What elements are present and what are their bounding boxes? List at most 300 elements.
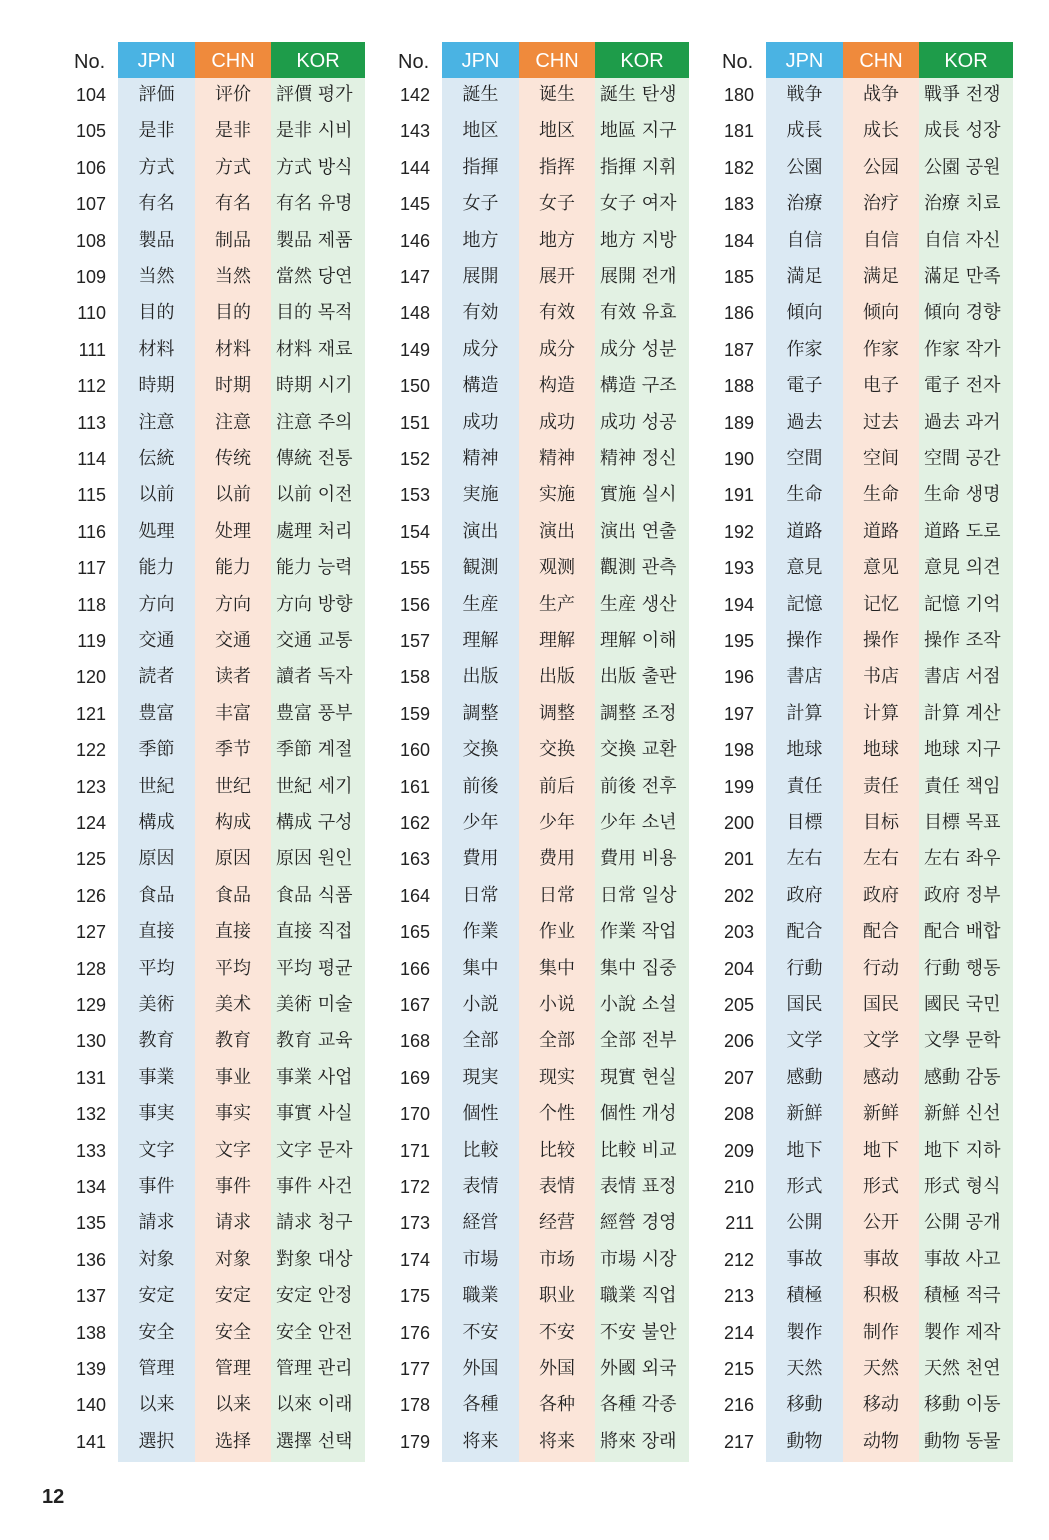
jpn-word: 動物 bbox=[786, 1430, 823, 1452]
kor-word: 事故 사고 bbox=[924, 1248, 1001, 1270]
kor-word: 方向 방향 bbox=[276, 593, 353, 615]
row-number: 121 bbox=[75, 703, 106, 724]
jpn-word: 指揮 bbox=[462, 156, 499, 178]
row-number: 154 bbox=[399, 521, 430, 542]
jpn-word: 地下 bbox=[786, 1139, 823, 1161]
jpn-word: 目標 bbox=[786, 812, 823, 833]
table-row bbox=[62, 223, 372, 259]
kor-word: 小說 소설 bbox=[600, 994, 677, 1015]
chn-word: 食品 bbox=[215, 884, 251, 906]
jpn-word: 比較 bbox=[462, 1139, 499, 1161]
chn-word: 意见 bbox=[863, 557, 899, 579]
table-row bbox=[710, 550, 1020, 586]
table-row bbox=[62, 550, 372, 586]
chn-word: 动物 bbox=[863, 1430, 899, 1452]
table-row bbox=[386, 1060, 696, 1096]
chn-word: 世纪 bbox=[215, 775, 251, 797]
table-row bbox=[710, 841, 1020, 877]
table-row bbox=[386, 113, 696, 149]
row-number: 127 bbox=[75, 922, 106, 943]
row-number: 124 bbox=[75, 813, 106, 833]
row-number: 167 bbox=[399, 995, 430, 1015]
chn-word: 作家 bbox=[863, 338, 899, 360]
table-row bbox=[386, 659, 696, 695]
jpn-word: 評価 bbox=[138, 84, 175, 105]
table-row bbox=[386, 914, 696, 950]
kor-word: 精神 정신 bbox=[600, 448, 677, 469]
jpn-word: 製作 bbox=[786, 1321, 823, 1343]
row-number: 104 bbox=[75, 85, 106, 105]
jpn-word: 当然 bbox=[138, 266, 175, 287]
table-row bbox=[386, 951, 696, 987]
jpn-word: 個性 bbox=[462, 1103, 499, 1125]
table-row bbox=[62, 951, 372, 987]
table-row bbox=[62, 186, 372, 222]
table-row bbox=[710, 514, 1020, 550]
row-number: 200 bbox=[723, 813, 754, 833]
jpn-word: 生産 bbox=[462, 593, 499, 615]
row-number: 190 bbox=[723, 449, 754, 469]
chn-word: 不安 bbox=[539, 1321, 575, 1343]
jpn-word: 成分 bbox=[462, 338, 499, 360]
jpn-word: 食品 bbox=[138, 884, 175, 906]
jpn-word: 公園 bbox=[786, 156, 823, 178]
row-number: 180 bbox=[723, 85, 754, 105]
jpn-word: 配合 bbox=[786, 921, 823, 943]
row-number: 112 bbox=[77, 376, 106, 397]
jpn-word: 有名 bbox=[138, 193, 175, 215]
chn-word: 治疗 bbox=[863, 193, 899, 215]
row-number: 125 bbox=[75, 849, 106, 870]
chn-word: 女子 bbox=[539, 193, 575, 215]
row-number: 160 bbox=[399, 740, 430, 761]
jpn-word: 材料 bbox=[138, 338, 175, 360]
kor-word: 地球 지구 bbox=[924, 739, 1001, 761]
kor-word: 注意 주의 bbox=[276, 411, 353, 433]
jpn-word: 積極 bbox=[786, 1285, 823, 1307]
kor-word: 經營 경영 bbox=[600, 1212, 677, 1234]
table-row bbox=[386, 259, 696, 295]
kor-word: 實施 실시 bbox=[600, 484, 677, 506]
row-number: 128 bbox=[75, 958, 106, 979]
chn-word: 交通 bbox=[215, 630, 251, 651]
table-row bbox=[710, 223, 1020, 259]
kor-word: 配合 배합 bbox=[924, 921, 1001, 943]
chn-word: 作业 bbox=[539, 921, 575, 943]
chn-word: 事件 bbox=[215, 1176, 251, 1197]
kor-word: 方式 방식 bbox=[276, 156, 353, 178]
jpn-word: 移動 bbox=[786, 1394, 823, 1416]
table-row bbox=[386, 841, 696, 877]
chn-word: 选择 bbox=[215, 1430, 251, 1452]
row-number: 119 bbox=[77, 631, 106, 651]
table-row bbox=[62, 259, 372, 295]
chn-word: 制品 bbox=[215, 229, 251, 251]
table-row bbox=[62, 441, 372, 477]
chn-word: 展开 bbox=[539, 266, 575, 287]
row-number: 192 bbox=[723, 521, 754, 542]
chn-word: 直接 bbox=[215, 921, 251, 943]
kor-word: 調整 조정 bbox=[600, 702, 677, 724]
kor-word: 讀者 독자 bbox=[276, 666, 353, 688]
kor-word: 評價 평가 bbox=[276, 84, 353, 105]
chn-word: 文字 bbox=[215, 1139, 251, 1161]
chn-word: 材料 bbox=[215, 338, 251, 360]
table-row bbox=[62, 1096, 372, 1132]
jpn-word: 方式 bbox=[138, 156, 175, 178]
page-number: 12 bbox=[42, 1486, 65, 1508]
kor-word: 計算 계산 bbox=[924, 702, 1001, 724]
table-row bbox=[62, 1205, 372, 1241]
table-row bbox=[62, 1133, 372, 1169]
kor-word: 文字 문자 bbox=[276, 1139, 353, 1161]
chn-word: 公园 bbox=[863, 156, 899, 178]
table-row bbox=[386, 368, 696, 404]
kor-word: 成分 성분 bbox=[600, 338, 677, 360]
table-row bbox=[710, 878, 1020, 914]
chn-word: 注意 bbox=[215, 411, 251, 433]
jpn-word: 請求 bbox=[138, 1212, 175, 1234]
table-row bbox=[386, 477, 696, 513]
row-number: 199 bbox=[723, 776, 754, 797]
chn-word: 职业 bbox=[539, 1285, 575, 1307]
jpn-word: 形式 bbox=[786, 1176, 823, 1197]
table-row bbox=[62, 1315, 372, 1351]
kor-word: 美術 미술 bbox=[276, 994, 353, 1015]
jpn-word: 安全 bbox=[138, 1321, 175, 1343]
table-row bbox=[386, 550, 696, 586]
chn-word: 精神 bbox=[539, 448, 575, 469]
jpn-header: JPN bbox=[766, 42, 843, 78]
jpn-word: 注意 bbox=[138, 411, 175, 433]
jpn-word: 市場 bbox=[462, 1248, 499, 1270]
row-number: 147 bbox=[399, 267, 430, 287]
jpn-word: 国民 bbox=[786, 994, 823, 1015]
kor-word: 積極 적극 bbox=[924, 1285, 1001, 1307]
kor-word: 比較 비교 bbox=[600, 1139, 677, 1161]
row-number: 109 bbox=[75, 267, 106, 287]
row-number: 177 bbox=[399, 1359, 430, 1379]
jpn-word: 世紀 bbox=[138, 775, 175, 797]
table-row bbox=[62, 1242, 372, 1278]
jpn-word: 選択 bbox=[138, 1430, 175, 1452]
table-row bbox=[386, 1205, 696, 1241]
jpn-word: 不安 bbox=[462, 1321, 499, 1343]
row-number: 106 bbox=[75, 157, 106, 178]
row-number: 133 bbox=[75, 1140, 106, 1161]
chn-word: 平均 bbox=[215, 957, 251, 979]
kor-word: 過去 과거 bbox=[924, 411, 1001, 433]
row-number: 184 bbox=[723, 230, 754, 251]
jpn-word: 平均 bbox=[138, 957, 175, 979]
row-number: 162 bbox=[399, 813, 430, 833]
chn-word: 行动 bbox=[863, 957, 899, 979]
chn-word: 对象 bbox=[215, 1248, 251, 1270]
chn-word: 移动 bbox=[863, 1394, 899, 1416]
table-row bbox=[386, 1278, 696, 1314]
table-row bbox=[62, 1060, 372, 1096]
jpn-word: 戦争 bbox=[786, 84, 823, 105]
table-row bbox=[710, 405, 1020, 441]
table-row bbox=[710, 1023, 1020, 1059]
jpn-word: 集中 bbox=[462, 957, 499, 979]
jpn-word: 伝統 bbox=[138, 448, 175, 469]
jpn-word: 左右 bbox=[786, 848, 823, 870]
jpn-word: 構成 bbox=[138, 812, 175, 833]
jpn-word: 目的 bbox=[138, 302, 175, 324]
table-row bbox=[386, 987, 696, 1023]
table-row bbox=[710, 113, 1020, 149]
row-number: 122 bbox=[75, 740, 106, 761]
jpn-word: 能力 bbox=[138, 557, 175, 579]
table-row bbox=[710, 1351, 1020, 1387]
row-number: 189 bbox=[723, 412, 754, 433]
table-row bbox=[62, 77, 372, 113]
table-row bbox=[62, 696, 372, 732]
kor-word: 左右 좌우 bbox=[924, 848, 1001, 870]
kor-word: 以前 이전 bbox=[276, 484, 353, 506]
chn-word: 各种 bbox=[539, 1394, 575, 1416]
kor-word: 政府 정부 bbox=[924, 884, 1001, 906]
chn-word: 处理 bbox=[215, 520, 251, 542]
kor-word: 動物 동물 bbox=[924, 1430, 1001, 1452]
kor-word: 女子 여자 bbox=[600, 193, 677, 215]
jpn-word: 直接 bbox=[138, 921, 175, 943]
chn-word: 指挥 bbox=[539, 156, 575, 178]
kor-word: 個性 개성 bbox=[600, 1103, 677, 1125]
kor-word: 對象 대상 bbox=[276, 1248, 353, 1270]
table-row bbox=[710, 769, 1020, 805]
row-number: 137 bbox=[75, 1286, 106, 1307]
row-number: 168 bbox=[399, 1031, 430, 1052]
kor-word: 交換 교환 bbox=[600, 739, 677, 761]
table-row bbox=[386, 1169, 696, 1205]
jpn-word: 事業 bbox=[138, 1066, 175, 1088]
table-row bbox=[710, 1387, 1020, 1423]
kor-word: 世紀 세기 bbox=[276, 775, 353, 797]
chn-word: 观测 bbox=[539, 557, 575, 579]
chn-word: 出版 bbox=[539, 666, 575, 688]
kor-word: 操作 조작 bbox=[924, 630, 1001, 651]
table-row bbox=[710, 1242, 1020, 1278]
table-row bbox=[62, 1278, 372, 1314]
chn-word: 有名 bbox=[215, 193, 251, 215]
table-row bbox=[710, 295, 1020, 331]
kor-word: 不安 불안 bbox=[600, 1321, 677, 1343]
row-number: 152 bbox=[399, 449, 430, 469]
kor-word: 責任 책임 bbox=[924, 775, 1001, 797]
kor-word: 能力 능력 bbox=[276, 557, 353, 579]
row-number: 117 bbox=[77, 558, 106, 579]
row-number: 188 bbox=[723, 376, 754, 397]
jpn-word: 前後 bbox=[462, 775, 499, 797]
row-number: 171 bbox=[399, 1140, 430, 1161]
kor-word: 新鮮 신선 bbox=[924, 1103, 1001, 1125]
row-number: 165 bbox=[399, 922, 430, 943]
kor-word: 事業 사업 bbox=[276, 1066, 353, 1088]
jpn-word: 自信 bbox=[786, 229, 823, 251]
table-row bbox=[386, 295, 696, 331]
row-number: 183 bbox=[723, 194, 754, 215]
table-row bbox=[62, 878, 372, 914]
kor-header: KOR bbox=[595, 42, 689, 78]
chn-word: 积极 bbox=[863, 1285, 899, 1307]
kor-word: 公園 공원 bbox=[924, 156, 1001, 178]
jpn-word: 安定 bbox=[138, 1285, 175, 1307]
table-row bbox=[62, 732, 372, 768]
jpn-word: 書店 bbox=[786, 666, 823, 688]
jpn-word: 満足 bbox=[786, 266, 823, 287]
chn-word: 是非 bbox=[215, 120, 251, 142]
row-number: 169 bbox=[399, 1067, 430, 1088]
chn-word: 交换 bbox=[539, 739, 575, 761]
kor-word: 目的 목적 bbox=[276, 302, 353, 324]
row-number: 148 bbox=[399, 303, 430, 324]
row-number: 187 bbox=[723, 339, 754, 360]
row-number: 213 bbox=[723, 1286, 754, 1307]
chn-word: 演出 bbox=[539, 520, 575, 542]
kor-word: 日常 일상 bbox=[600, 884, 677, 906]
kor-word: 現實 현실 bbox=[600, 1066, 677, 1088]
row-number: 156 bbox=[399, 594, 430, 615]
table-row bbox=[62, 514, 372, 550]
row-number: 212 bbox=[723, 1249, 754, 1270]
row-number: 194 bbox=[723, 594, 754, 615]
kor-word: 成功 성공 bbox=[600, 411, 677, 433]
chn-header: CHN bbox=[843, 42, 919, 78]
chn-word: 过去 bbox=[863, 411, 899, 433]
jpn-word: 対象 bbox=[138, 1248, 175, 1270]
kor-word: 交通 교통 bbox=[276, 630, 353, 651]
row-number: 155 bbox=[399, 558, 430, 579]
table-row bbox=[62, 405, 372, 441]
row-number: 135 bbox=[75, 1213, 106, 1234]
kor-word: 食品 식품 bbox=[276, 884, 353, 906]
chn-word: 丰富 bbox=[215, 702, 251, 724]
table-row bbox=[710, 1096, 1020, 1132]
row-number: 111 bbox=[78, 339, 106, 360]
jpn-word: 現実 bbox=[462, 1066, 499, 1088]
kor-word: 直接 직접 bbox=[276, 921, 353, 943]
no-header: No. bbox=[722, 51, 754, 73]
chn-word: 目的 bbox=[215, 302, 251, 324]
kor-word: 有效 유효 bbox=[600, 302, 677, 324]
chn-word: 感动 bbox=[863, 1066, 899, 1088]
table-row bbox=[386, 623, 696, 659]
jpn-word: 表情 bbox=[462, 1176, 499, 1197]
row-number: 174 bbox=[399, 1249, 430, 1270]
chn-word: 生命 bbox=[863, 484, 899, 506]
row-number: 205 bbox=[723, 995, 754, 1015]
chn-word: 安全 bbox=[215, 1321, 251, 1343]
chn-word: 书店 bbox=[863, 666, 899, 688]
kor-word: 演出 연출 bbox=[600, 520, 677, 542]
jpn-word: 地方 bbox=[462, 229, 499, 251]
row-number: 175 bbox=[399, 1286, 430, 1307]
jpn-word: 費用 bbox=[462, 848, 499, 870]
jpn-word: 構造 bbox=[462, 375, 499, 397]
row-number: 107 bbox=[75, 194, 106, 215]
chn-word: 当然 bbox=[215, 266, 251, 287]
table-row bbox=[386, 1424, 696, 1460]
table-row bbox=[62, 1023, 372, 1059]
jpn-word: 読者 bbox=[138, 666, 175, 688]
kor-word: 感動 감동 bbox=[924, 1066, 1001, 1088]
row-number: 178 bbox=[399, 1395, 430, 1416]
row-number: 131 bbox=[75, 1067, 106, 1088]
kor-word: 製作 제작 bbox=[924, 1321, 1001, 1343]
kor-word: 目標 목표 bbox=[924, 812, 1001, 833]
jpn-word: 地球 bbox=[786, 739, 823, 761]
jpn-word: 感動 bbox=[786, 1066, 823, 1088]
table-row bbox=[62, 1424, 372, 1460]
row-number: 134 bbox=[75, 1177, 106, 1197]
kor-header: KOR bbox=[271, 42, 365, 78]
chn-word: 方式 bbox=[215, 156, 251, 178]
jpn-word: 女子 bbox=[462, 193, 499, 215]
kor-word: 以來 이래 bbox=[276, 1394, 353, 1416]
table-row bbox=[62, 587, 372, 623]
row-number: 176 bbox=[399, 1322, 430, 1343]
table-row bbox=[62, 1169, 372, 1205]
table-row bbox=[710, 1205, 1020, 1241]
table-row bbox=[386, 441, 696, 477]
row-number: 108 bbox=[75, 230, 106, 251]
kor-word: 生命 생명 bbox=[924, 484, 1001, 506]
chn-word: 诞生 bbox=[539, 84, 575, 105]
table-row bbox=[710, 987, 1020, 1023]
kor-word: 滿足 만족 bbox=[924, 266, 1001, 287]
kor-word: 形式 형식 bbox=[924, 1176, 1001, 1197]
chn-word: 前后 bbox=[539, 775, 575, 797]
jpn-word: 文学 bbox=[786, 1030, 823, 1052]
kor-word: 書店 서점 bbox=[924, 666, 1001, 688]
row-number: 123 bbox=[75, 776, 106, 797]
row-number: 114 bbox=[77, 449, 106, 469]
jpn-word: 以前 bbox=[138, 484, 175, 506]
table-row bbox=[710, 1060, 1020, 1096]
kor-word: 成長 성장 bbox=[924, 120, 1001, 142]
table-row bbox=[386, 732, 696, 768]
table-row bbox=[710, 1169, 1020, 1205]
row-number: 181 bbox=[723, 121, 754, 142]
row-number: 172 bbox=[399, 1177, 430, 1197]
table-row bbox=[62, 113, 372, 149]
kor-word: 記憶 기억 bbox=[924, 593, 1001, 615]
jpn-word: 季節 bbox=[138, 739, 175, 761]
jpn-word: 事実 bbox=[138, 1103, 175, 1125]
chn-word: 地方 bbox=[539, 229, 575, 251]
chn-word: 成分 bbox=[539, 338, 575, 360]
table-row bbox=[386, 1023, 696, 1059]
jpn-word: 行動 bbox=[786, 957, 823, 979]
row-number: 153 bbox=[399, 485, 430, 506]
kor-word: 當然 당연 bbox=[276, 266, 353, 287]
chn-word: 地下 bbox=[863, 1139, 899, 1161]
jpn-word: 地区 bbox=[462, 120, 499, 142]
jpn-word: 計算 bbox=[786, 702, 823, 724]
chn-word: 美术 bbox=[215, 994, 251, 1015]
chn-word: 评价 bbox=[215, 84, 251, 105]
row-number: 164 bbox=[399, 885, 430, 906]
kor-word: 傳統 전통 bbox=[276, 448, 353, 469]
kor-word: 外國 외국 bbox=[600, 1358, 677, 1379]
kor-word: 事實 사실 bbox=[276, 1103, 353, 1125]
jpn-word: 出版 bbox=[462, 666, 499, 688]
jpn-word: 是非 bbox=[138, 120, 175, 142]
table-row bbox=[62, 368, 372, 404]
table-row bbox=[710, 659, 1020, 695]
